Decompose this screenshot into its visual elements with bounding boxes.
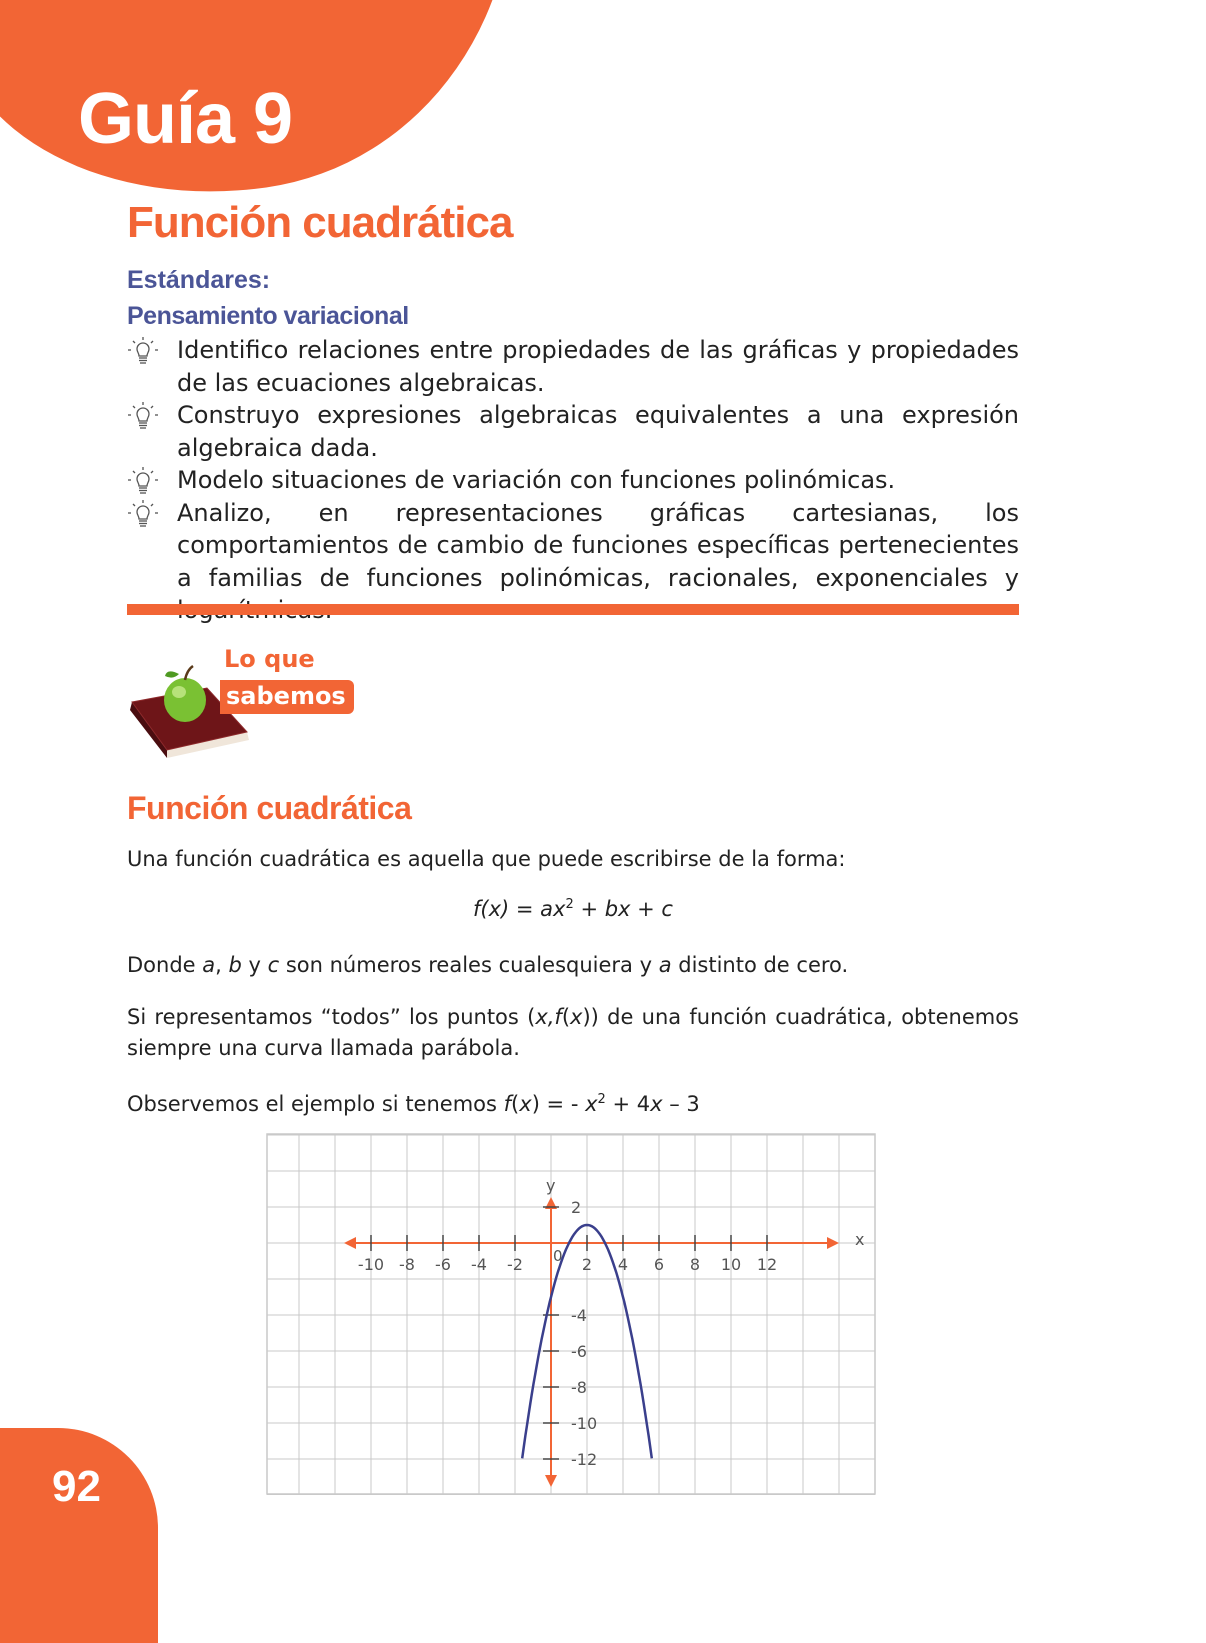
intro-paragraph: Una función cuadrática es aquella que puede escribirse de la forma:	[127, 847, 846, 871]
x-tick-label: 12	[756, 1255, 778, 1274]
standard-text: Construyo expresiones algebraicas equivalentes a una expresión algebraica dada.	[177, 401, 1019, 462]
y-tick-label: -4	[571, 1306, 587, 1325]
y-tick-label: -8	[571, 1378, 587, 1397]
y-tick-label: -12	[571, 1450, 598, 1469]
x-tick-label: 10	[720, 1255, 742, 1274]
x-tick-label: -10	[357, 1255, 385, 1274]
y-tick-label: -10	[571, 1414, 598, 1433]
points-paragraph: Si representamos “todos” los puntos (x,f(x)) de una función cuadrática, obtenemos siempre una curva llamada parábola.	[127, 1005, 1020, 1060]
x-tick-label: -8	[399, 1255, 415, 1274]
lightbulb-icon	[127, 500, 159, 528]
x-tick-label: 4	[617, 1255, 629, 1274]
example-paragraph: Observemos el ejemplo si tenemos f(x) = - $x^2 + 4x - 3$	[127, 1092, 700, 1116]
standard-text: Analizo, en representaciones gráficas cartesianas, los comportamientos de cambio de funciones específicas pertenecientes a familias de funciones polinómicas, racionales, exponenciales y	[177, 498, 1019, 592]
x-tick-label: 6	[653, 1255, 665, 1274]
x-tick-label: -2	[507, 1255, 523, 1274]
lightbulb-icon	[127, 402, 159, 430]
origin-label: 0	[553, 1247, 563, 1265]
lightbulb-icon	[127, 467, 159, 495]
standard-item	[127, 334, 1019, 399]
page-title: Función cuadrática	[127, 198, 513, 247]
standard-item	[127, 464, 1019, 497]
y-tick-label: -6	[571, 1342, 587, 1361]
y-axis-label: y	[546, 1176, 556, 1195]
x-tick-label: 8	[689, 1255, 701, 1274]
badge-line2: sabemos	[220, 680, 354, 714]
standards-subheading: Pensamiento variacional	[127, 302, 409, 330]
x-tick-label: -6	[435, 1255, 451, 1274]
page-number: 92	[52, 1462, 101, 1511]
x-axis-label: x	[855, 1230, 865, 1249]
parabola-graph	[266, 1133, 876, 1495]
badge-line1: Lo que	[224, 645, 315, 673]
section-divider	[127, 604, 1019, 615]
standard-text: Modelo situaciones de variación con funciones polinómicas.	[177, 466, 896, 494]
page-number-decoration	[0, 1428, 158, 1643]
standard-item	[127, 399, 1019, 464]
standard-text: Identifico relaciones entre propiedades de las gráficas y propiedades de las ecuaciones algebraicas.	[177, 336, 1019, 397]
section-title: Función cuadrática	[127, 790, 412, 826]
standards-heading: Estándares:	[127, 266, 271, 294]
x-tick-label: -4	[471, 1255, 487, 1274]
guide-label: Guía 9	[78, 79, 293, 159]
standards-list	[127, 334, 1019, 627]
general-formula: $f(x) = ax^2$ + bx + c	[473, 897, 673, 921]
where-paragraph: Donde a, b y c son números reales cualesquiera y a distinto de cero.	[127, 953, 849, 977]
lightbulb-icon	[127, 337, 159, 365]
y-tick-label: 2	[571, 1198, 582, 1217]
x-tick-label: 2	[581, 1255, 593, 1274]
